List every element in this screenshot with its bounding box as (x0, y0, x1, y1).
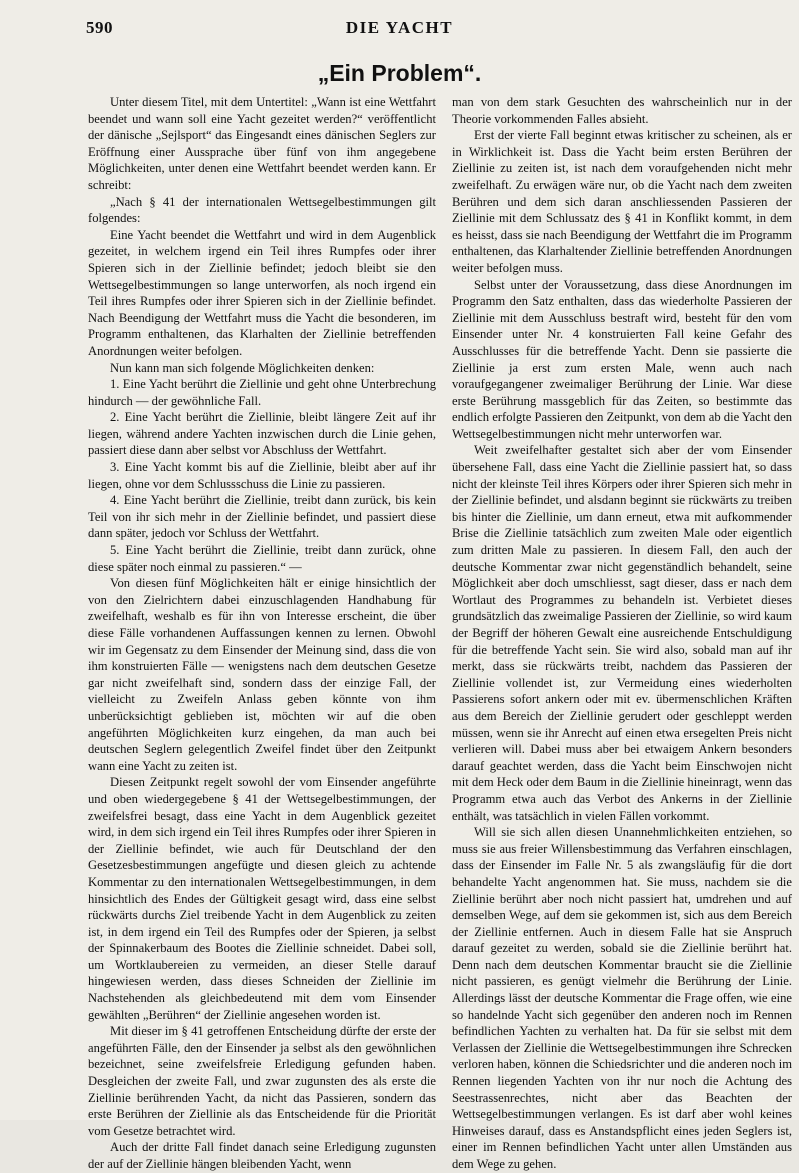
paragraph: Auch der dritte Fall findet danach seine Erledigung zugunsten der auf der Ziellinie hängen bleibenden Yacht, wenn (88, 1140, 436, 1171)
left-text-column (88, 94, 436, 1173)
paragraph: 4. Eine Yacht berührt die Ziellinie, treibt dann zurück, bis kein Teil von ihr sich mehr in der Ziellinie befindet, und passiert diese dann später, jedoch vor Schluss der Wettfahrt. (88, 493, 436, 541)
paragraph: Diesen Zeitpunkt regelt sowohl der vom Einsender angeführte und oben wiedergegebene § 41 der Wettsegelbestimmungen, der zweifelsfrei besagt, dass eine Yacht in dem Augenblick gezeitet wird, in dem sich irgend ein Teil ihres Rumpfes oder ihrer Spieren in der Ziellinie befindet, wie auch für Deutschland der den Gesetzesbestimmungen angefügte und diesen gleich zu achtende Kommentar zu den internationalen Wettsegelbestimmungen, in dem hinsichtlich des Endes der Gültigkeit gesagt wird, dass eine selbst rückwärts durchs Ziel treibende Yacht in dem Augenblick zu zeiten ist, in dem irgend ein Teil des Rumpfes oder der Spieren, ja selbst der Spinnakerbaum des Bootes die Ziellinie schneidet. Dabei soll, um Wortklaubereien zu vermeiden, an dieser Stelle darauf hingewiesen werden, dass dieses Schneiden der Ziellinie im Nachstehenden als gleichbedeutend mit dem vom Einsender gewählten „Berühren“ der Ziellinie angesehen worden ist. (88, 775, 436, 1022)
page-header (0, 18, 799, 40)
paragraph: Mit dieser im § 41 getroffenen Entscheidung dürfte der erste der angeführten Fälle, den der Einsender ja selbst als den gewöhnlichen bezeichnet, seine zweifelsfreie Erledigung gefunden haben. Desgleichen der zweite Fall, und zwar zugunsten des als erste die Ziellinie berührenden Yacht, da nicht das Passieren, sondern das erste Berühren der Ziellinie als das Entscheidende für die Priorität vom Gesetze betrachtet wird. (88, 1024, 436, 1138)
page-number: 590 (86, 18, 113, 37)
paragraph: Eine Yacht beendet die Wettfahrt und wird in dem Augenblick gezeitet, in welchem irgend ein Teil ihres Rumpfes oder ihrer Spieren sich in der Ziellinie befindet; jedoch bleibt sie den Wettsegelbestimmungen so lange unterworfen, als noch irgend ein Teil ihres Rumpfes oder ihrer Spieren sich in der Ziellinie befindet. Nach Beendigung der Wettfahrt muss die Yacht die besonderen, im Programm enthaltenen, das Klarhalten der Ziellinie betreffenden Anordnungen weiter befolgen. (88, 227, 436, 358)
paragraph: 1. Eine Yacht berührt die Ziellinie und geht ohne Unterbrechung hindurch — der gewöhnliche Fall. (88, 377, 436, 408)
article-title: „Ein Problem“. (317, 60, 482, 86)
paragraph: Selbst unter der Voraussetzung, dass diese Anordnungen im Programm den Satz enthalten, dass das wiederholte Passieren der Ziellinie mit dem Ausschluss bestraft wird, besteht für den vom Einsender unter Nr. 4 konstruierten Fall keine Gefahr des Ausschlusses für die betreffende Yacht. Denn sie passierte die Ziellinie ja erst zum ersten Male, wenn auch nach voraufgegangener zweimaliger Berührung der Linie. War diese erste Berührung massgeblich für das Zeiten, so bestimmte das endlich erfolgte Passieren den Zeitpunkt, von dem ab die Yacht den Wettsegelbestimmungen nicht mehr unterworfen war. (452, 277, 792, 441)
paragraph: 2. Eine Yacht berührt die Ziellinie, bleibt längere Zeit auf ihr liegen, während andere Yachten inzwischen durch die Linie gehen, passiert diese dann aber selbst vor Abschluss der Wettfahrt. (88, 410, 436, 458)
paragraph: 3. Eine Yacht kommt bis auf die Ziellinie, bleibt aber auf ihr liegen, ohne vor dem Schlussschuss die Linie zu passieren. (88, 460, 436, 491)
paragraph: Unter diesem Titel, mit dem Untertitel: „Wann ist eine Wettfahrt beendet und wann soll eine Yacht gezeitet werden?“ veröffentlicht der dänische „Sejlsport“ das Eingesandt eines dänischen Seglers zur Eröffnung einer Aussprache über fünf von ihm angegebene Möglichkeiten, unter denen eine Wettfahrt beendet werden kann. Er schreibt: (88, 95, 436, 192)
paragraph: „Nach § 41 der internationalen Wettsegelbestimmungen gilt folgendes: (88, 194, 436, 226)
right-text-column (452, 94, 792, 1173)
paragraph: Weit zweifelhafter gestaltet sich aber der vom Einsender übersehene Fall, dass eine Yacht die Ziellinie passiert hat, so dass nicht der kleinste Teil ihres Körpers oder ihrer Spieren sich mehr in der Ziellinie befindet, und alsdann beginnt sie rückwärts zu treiben bis hinter die Ziellinie, um dann erneut, etwa mit aufkommender Brise die Ziellinie tatsächlich zum zweiten Male oder eigentlich zum dritten Male zu passieren. In diesem Fall, den auch der deutsche Kommentar zwar nicht gegenständlich behandelt, seine Möglichkeit aber doch umschliesst, sagt dieser, dass er nach dem Wortlaut des Programmes zu behandeln ist. Verbietet dieses grundsätzlich das zweimalige Passieren der Ziellinie, so wird kaum der Begriff der höheren Gewalt eine ausreichende Entschuldigung für die betreffende Yacht sein. Sie wird also, sobald man auf ihr merkt, dass sie rückwärts treibt, nachdem das Passieren der Ziellinie vollendet ist, zur Vermeidung eines wiederholten Passierens sofort ankern oder mit ev. übermenschlichen Kräften aus dem Bereich der Ziellinie gerudert oder geschleppt werden müssen, wenn sie ihr Anrecht auf einen etwa ersegelten Preis nicht verlieren will. Dabei muss aber bei etwaigem Ankern besonders darauf geachtet werden, dass die Yacht beim Einschwojen nicht mit dem Heck oder dem Baum in die Ziellinie hineinragt, wenn das Programm etwa auch das Verbot des Ankerns in der Ziellinie enthält, was tatsächlich in vielen Fällen vorkommt. (452, 443, 792, 823)
paragraph: man von dem stark Gesuchten des wahrscheinlich nur in der Theorie vorkommenden Falles absieht. (452, 95, 792, 126)
running-title: DIE YACHT (345, 18, 454, 37)
paragraph: Erst der vierte Fall beginnt etwas kritischer zu scheinen, als er in Wirklichkeit ist. Dass die Yacht beim ersten Berühren der Ziellinie zu zeiten ist, ist nach dem voraufgehenden nicht mehr zweifelhaft. Zu erwägen wäre nur, ob die Yacht nach dem zweiten Berühren und dem sich daran anschliessenden Passieren der Ziellinie mit dem Schlussatz des § 41 in Konflikt kommt, in dem es heisst, dass sie nach Beendigung der Wettfahrt die im Programm enthaltenen, das Klarhaltender Ziellinie betreffenden Anordnungen weiter befolgen muss. (452, 128, 792, 275)
paragraph: Will sie sich allen diesen Unannehmlichkeiten entziehen, so muss sie aus freier Willensbestimmung das Verfahren einschlagen, dass der Einsender im Falle Nr. 5 als zwangsläufig für die dort behandelte Yacht angenommen hat. Sie muss, nachdem sie die Ziellinie berührt aber noch nicht passiert hat, umdrehen und auf demselben Wege, auf dem sie gekommen ist, sich aus dem Bereich der Ziellinie entfernen. Auch in diesem Falle hat sie Anspruch darauf gezeitet zu werden, sobald sie die Ziellinie berührt hat. Denn nach dem deutschen Kommentar braucht sie die Ziellinie nicht passieren, es genügt vielmehr die Berührung der Linie. Allerdings lässt der deutsche Kommentar die Frage offen, wie eine so handelnde Yacht sich gegenüber den anderen noch im Rennen befindlichen Yachten zu verhalten hat. Da für sie selbst mit dem Verlassen der Ziellinie die Wettsegelbestimmungen ihre Schrecken verloren haben, können die Schiedsrichter und die anderen noch im Rennen liegenden Yachten von ihr nur noch die Achtung des Seestrassenrechtes, nicht aber das Beachten der Wettsegelbestimmungen verlangen. Es ist darf aber wohl keines Hinweises darauf, dass es Anstandspflicht eines jeden Seglers ist, einer im Rennen befindlichen Yacht unter allen Umständen aus dem Wege zu gehen. (452, 825, 792, 1171)
paragraph: Von diesen fünf Möglichkeiten hält er einige hinsichtlich der von den Zielrichtern dabei einzuschlagenden Handhabung für zweifelhaft, weshalb es für ihn von Interesse erscheint, die über diese Fälle vorhandenen Auffassungen kennen zu lernen. Obwohl wir im Gegensatz zu dem Einsender der Meinung sind, dass die von ihm konstruierten Fälle — wenigstens nach dem deutschen Gesetze gar nicht zweifelhaft sind, sondern dass der einzige Fall, der vielleicht zu Zweifeln Anlass geben könnte von ihm unberücksichtigt geblieben ist, möchten wir auf die oben angeführten Möglichkeiten kurz eingehen, da man auch bei deutschen Seglern gelegentlich Zweifel findet über den Zeitpunkt wann eine Yacht zu zeiten ist. (88, 576, 436, 773)
paragraph: 5. Eine Yacht berührt die Ziellinie, treibt dann zurück, ohne diese später noch einmal zu passieren.“ — (88, 543, 436, 574)
paragraph: Nun kann man sich folgende Möglichkeiten denken: (110, 360, 375, 375)
